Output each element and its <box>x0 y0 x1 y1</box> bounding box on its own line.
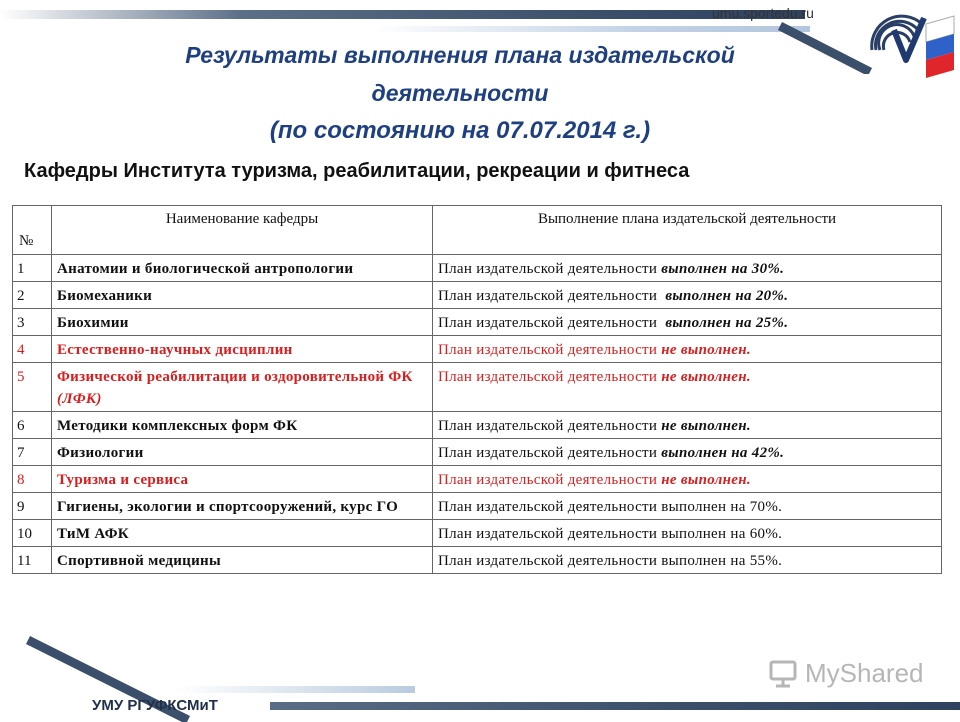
plan-status <box>433 412 942 439</box>
site-url[interactable]: umu.sportedu.ru <box>712 5 814 21</box>
department-name-text: Физической реабилитации и оздоровительной ФК <box>57 369 413 385</box>
plan-status-result: не выполнен. <box>661 342 751 358</box>
footer-bar-light <box>175 686 415 693</box>
table-row <box>13 255 942 282</box>
department-name <box>52 439 433 466</box>
table-row <box>13 439 942 466</box>
row-number: 8 <box>13 466 52 493</box>
department-name <box>52 547 433 574</box>
plan-status <box>433 520 942 547</box>
plan-status <box>433 466 942 493</box>
row-number: 10 <box>13 520 52 547</box>
footer-organization: УМУ РГУФКСМиТ <box>92 697 218 714</box>
department-name-text: Анатомии и биологической антропологии <box>57 261 354 277</box>
header-bar-light <box>370 26 810 32</box>
table-row <box>13 309 942 336</box>
column-header-department: Наименование кафедры <box>52 206 433 255</box>
watermark-presentation-icon <box>768 658 798 688</box>
plan-status-text: План издательской деятельности <box>438 369 662 385</box>
department-name-text: Естественно-научных дисциплин <box>57 342 293 358</box>
table-row <box>13 363 942 412</box>
page-title <box>100 36 820 150</box>
department-name <box>52 493 433 520</box>
department-name <box>52 520 433 547</box>
title-line-1: Результаты выполнения плана издательской <box>185 42 735 68</box>
table-row <box>13 282 942 309</box>
department-name-suffix: (ЛФК) <box>57 391 102 407</box>
table-row <box>13 547 942 574</box>
row-number: 2 <box>13 282 52 309</box>
plan-status-text: План издательской деятельности <box>438 418 662 434</box>
footer-bar-dark <box>270 702 960 710</box>
plan-status <box>433 255 942 282</box>
plan-status-result: не выполнен. <box>661 418 751 434</box>
plan-status-result: не выполнен. <box>661 369 751 385</box>
department-name <box>52 363 433 412</box>
plan-status-text: План издательской деятельности выполнен на 70%. <box>438 499 783 515</box>
department-name <box>52 412 433 439</box>
department-name-text: Физиологии <box>57 445 144 461</box>
plan-status-result: не выполнен. <box>661 472 751 488</box>
header-bar-dark <box>0 10 805 19</box>
publishing-plan-table <box>12 205 942 574</box>
plan-status-text: План издательской деятельности <box>438 445 662 461</box>
row-number: 11 <box>13 547 52 574</box>
row-number: 6 <box>13 412 52 439</box>
department-name <box>52 255 433 282</box>
plan-status <box>433 336 942 363</box>
title-line-2: деятельности <box>371 80 549 106</box>
plan-status-result: выполнен на 42%. <box>661 445 785 461</box>
plan-status <box>433 547 942 574</box>
table-row <box>13 493 942 520</box>
row-number: 4 <box>13 336 52 363</box>
section-subtitle: Кафедры Института туризма, реабилитации, рекреации и фитнеса <box>24 160 690 182</box>
row-number: 5 <box>13 363 52 412</box>
department-name-text: Гигиены, экологии и спортсооружений, курс ГО <box>57 499 399 515</box>
plan-status-result: выполнен на 20%. <box>665 288 789 304</box>
row-number: 1 <box>13 255 52 282</box>
department-name-text: Биомеханики <box>57 288 153 304</box>
row-number: 7 <box>13 439 52 466</box>
plan-status-text: План издательской деятельности <box>438 288 666 304</box>
department-name-text: Спортивной медицины <box>57 553 222 569</box>
table-row <box>13 412 942 439</box>
plan-status-text: План издательской деятельности <box>438 315 666 331</box>
plan-status-text: План издательской деятельности <box>438 261 662 277</box>
plan-status-text: План издательской деятельности <box>438 472 662 488</box>
column-header-plan-status: Выполнение плана издательской деятельности <box>433 206 942 255</box>
plan-status <box>433 363 942 412</box>
department-name <box>52 466 433 493</box>
department-name <box>52 282 433 309</box>
university-logo-icon <box>866 10 956 80</box>
department-name-text: Туризма и сервиса <box>57 472 189 488</box>
row-number: 9 <box>13 493 52 520</box>
plan-status-result: выполнен на 25%. <box>665 315 789 331</box>
row-number: 3 <box>13 309 52 336</box>
column-header-number: № <box>13 206 52 255</box>
department-name-text: Методики комплексных форм ФК <box>57 418 298 434</box>
table-header-row <box>13 206 942 255</box>
title-line-3: (по состоянию на 07.07.2014 г.) <box>269 117 651 144</box>
plan-status-text: План издательской деятельности <box>438 342 662 358</box>
plan-status <box>433 439 942 466</box>
plan-status <box>433 309 942 336</box>
table-body <box>13 255 942 574</box>
plan-status-text: План издательской деятельности выполнен на 55%. <box>438 553 783 569</box>
table-row <box>13 336 942 363</box>
department-name-text: ТиМ АФК <box>57 526 129 542</box>
plan-status <box>433 282 942 309</box>
plan-status-text: План издательской деятельности выполнен на 60%. <box>438 526 783 542</box>
plan-status <box>433 493 942 520</box>
department-name <box>52 336 433 363</box>
table-row <box>13 466 942 493</box>
department-name <box>52 309 433 336</box>
department-name-text: Биохимии <box>57 315 129 331</box>
watermark-text: MyShared <box>805 658 924 688</box>
table-row <box>13 520 942 547</box>
plan-status-result: выполнен на 30%. <box>661 261 785 277</box>
